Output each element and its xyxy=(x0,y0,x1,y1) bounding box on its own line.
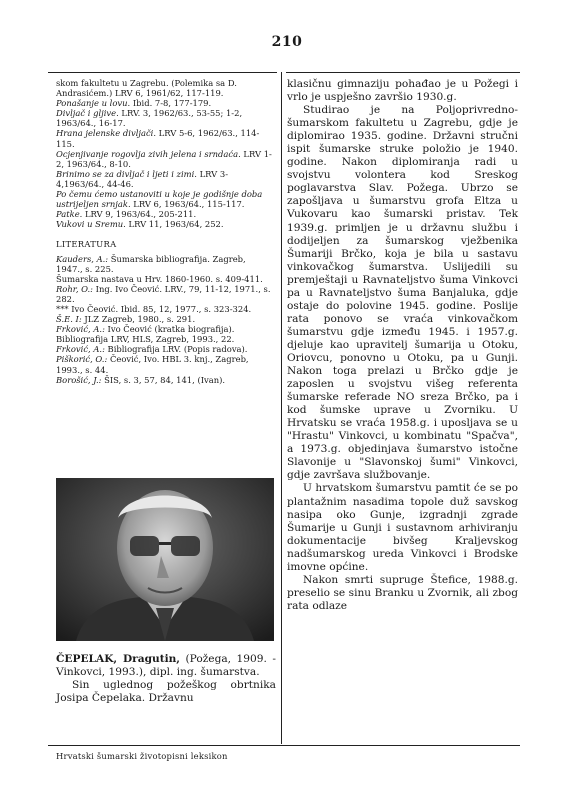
entry-name: ČEPELAK, Dragutin, xyxy=(56,653,180,665)
entry-details: Ivo Čeović (kratka biografija). Bibliografija LRV, HLS, Zagreb, 1993., 22. xyxy=(56,324,235,345)
top-rule-left xyxy=(48,72,277,73)
bibliography-entry xyxy=(56,284,274,304)
bio-paragraph: Sin uglednog požeškog obrtnika Josipa Čepelaka. Državnu xyxy=(56,679,276,705)
top-rule-right xyxy=(286,72,520,73)
bibliography-entry xyxy=(56,108,274,128)
entry-title: Brinimo se za divljač i ljeti i zimi. xyxy=(56,168,197,179)
bibliography-entry xyxy=(56,344,274,354)
entry-details: Šumarska nastava u Hrv. 1860-1960. s. 409-411. xyxy=(56,273,263,284)
entry-title: Frković, A.: xyxy=(56,324,105,335)
bibliography-entry xyxy=(56,314,274,324)
literature-list xyxy=(56,254,274,385)
entry-details: Bibliografija LRV. (Popis radova). xyxy=(104,344,248,355)
bibliography-entry xyxy=(56,98,274,108)
entry-title: Kauders, A.: xyxy=(56,253,109,264)
bottom-rule xyxy=(48,745,520,746)
entry-title: *** xyxy=(56,303,69,314)
body-paragraph: klasičnu gimnaziju pohađao je u Požegi i vrlo je uspješno završio 1930.g. xyxy=(287,78,518,104)
left-column xyxy=(56,78,274,385)
entry-title: Š.E. I: xyxy=(56,314,82,325)
entry-title: Divljač i gljive. xyxy=(56,108,119,119)
portrait-photo xyxy=(56,478,274,641)
entry-details: Ivo Čeović. Ibid. 85, 12, 1977., s. 323-324. xyxy=(68,303,252,314)
entry-details: Ing. Ivo Čeović. LRV., 79, 11-12, 1971., s. 282. xyxy=(56,283,271,304)
entry-title: Borošić, J.: xyxy=(56,374,102,385)
entry-title: Po čemu ćemo ustanoviti u koje je godišnje doba ustrijeljen srnjak. xyxy=(56,189,263,210)
bibliography-entry xyxy=(56,128,274,148)
entry-details: JLZ Zagreb, 1980., s. 291. xyxy=(81,314,196,325)
bibliography-entry xyxy=(56,274,274,284)
entry-details: LRV 5-6, 1962/63., 114-115. xyxy=(56,128,260,149)
works-list xyxy=(56,78,274,229)
entry-title: Frković, A.: xyxy=(56,344,105,355)
bibliography-entry xyxy=(56,254,274,274)
entry-details: LRV 6, 1963/64., 115-117. xyxy=(130,199,245,210)
bibliography-entry xyxy=(56,354,274,374)
page-number: 210 xyxy=(271,34,303,50)
body-paragraph: Nakon smrti supruge Štefice, 1988.g. preselio se sinu Branku u Zvornik, ali zbog rata odlaze xyxy=(287,573,518,612)
entry-title: Hrana jelenske divljači. xyxy=(56,128,156,139)
bio-heading xyxy=(56,653,276,679)
bibliography-entry xyxy=(56,324,274,344)
bibliography-entry xyxy=(56,78,274,98)
entry-title: Ponašanje u lovu. xyxy=(56,98,131,109)
bibliography-entry xyxy=(56,375,274,385)
body-paragraph: U hrvatskom šumarstvu pamtit će se po plantažnim nasadima topole duž savskog nasipa oko Gunje, izgradnji zgrade Šumarije u Gunji i sustavnom arhiviranju dokumentacije bivšeg Kraljevskog nadšumarskog ureda Vinkovci i Brodske imovne općine. xyxy=(287,482,518,573)
entry-title: Piškorić, O.: xyxy=(56,354,108,365)
bibliography-entry xyxy=(56,209,274,219)
entry-details: Čeović, Ivo. HBL 3. knj., Zagreb, 1993., s. 44. xyxy=(56,354,249,375)
entry-details: LRV 9, 1963/64., 205-211. xyxy=(82,209,197,220)
entry-title: Ocjenjivanje rogovlja zivih jelena i srndaća. xyxy=(56,148,241,159)
bibliography-entry xyxy=(56,219,274,229)
entry-details: LRV. 3, 1962/63., 53-55; 1-2, 1963/64., 16-17. xyxy=(56,108,243,129)
entry-details: LRV 11, 1963/64, 252. xyxy=(125,219,224,230)
entry-title: Rohr, O.: xyxy=(56,283,94,294)
column-divider xyxy=(281,72,282,744)
entry-details: Ibid. 7-8, 177-179. xyxy=(130,98,212,109)
entry-details: skom fakultetu u Zagrebu. (Polemika sa D. Andrasićem.) LRV 6, 1961/62, 117-119. xyxy=(56,78,237,99)
bibliography-entry xyxy=(56,304,274,314)
bibliography-entry xyxy=(56,189,274,209)
literature-heading: LITERATURA xyxy=(56,239,117,250)
entry-title: Patke. xyxy=(56,209,83,220)
footer-title: Hrvatski šumarski životopisni leksikon xyxy=(56,751,228,761)
entry-details: LRV 1-2, 1963/64., 8-10. xyxy=(56,148,272,169)
entry-details: LRV 3-4,1963/64., 44-46. xyxy=(56,168,229,189)
bibliography-entry xyxy=(56,149,274,169)
body-paragraph: Studirao je na Poljoprivredno-šumarskom fakultetu u Zagrebu, gdje je diplomirao 1935. godine. Državni stručni ispit šumarske struke položio je 1940. godine. Nakon diplomiranja radi u svojstvu volontera kod Sreskog poglavarstva Slav. Požega. Ubrzo se zapošljava u šumarstvu grofa Eltza u Vukovaru kao šumarski pristav. Tek 1939.g. primljen je u državnu službu i dodijeljen za šumarskog vježbenika Šumariji Brčko, koja je bila u sastavu vinkovačkog šumarstva. Uslijedili su premještaji u Ravnateljstvo šuma Vinkovci pa u Ravnateljstvo šuma Banjaluka, gdje ostaje do polovine 1945. godine. Poslije rata ponovo se vraća vinkovačkom šumarstvu gdje između 1945. i 1957.g. djeluje kao upravitelj šumarija u Otoku, Oriovcu, ponovno u Otoku, pa u Gunji. Nakon toga prelazi u Brčko gdje je zaposlen u svojstvu višeg referenta šumarske referade NO sreza Brčko, pa i kod šumske uprave u Zvorniku. U Hrvatsku se vraća 1958.g. i uposljava se u "Hrastu" Vinkovci, u kombinatu "Spačva", a 1973.g. objedinjava šumarstvo istočne Slavonije u "Slavonskoj šumi" Vinkovci, gdje završava službovanje. xyxy=(287,104,518,482)
entry-lead: (Požega, 1909. - Vinkovci, 1993.), dipl. ing. šumarstva. xyxy=(56,653,276,679)
bio-start xyxy=(56,653,276,705)
right-column xyxy=(287,78,518,613)
entry-title: Vukovi u Sremu. xyxy=(56,219,126,230)
entry-details: ŠIS, s. 3, 57, 84, 141, (Ivan). xyxy=(101,374,226,385)
entry-details: Šumarska bibliografija. Zagreb, 1947., s. 225. xyxy=(56,253,246,274)
bibliography-entry xyxy=(56,169,274,189)
